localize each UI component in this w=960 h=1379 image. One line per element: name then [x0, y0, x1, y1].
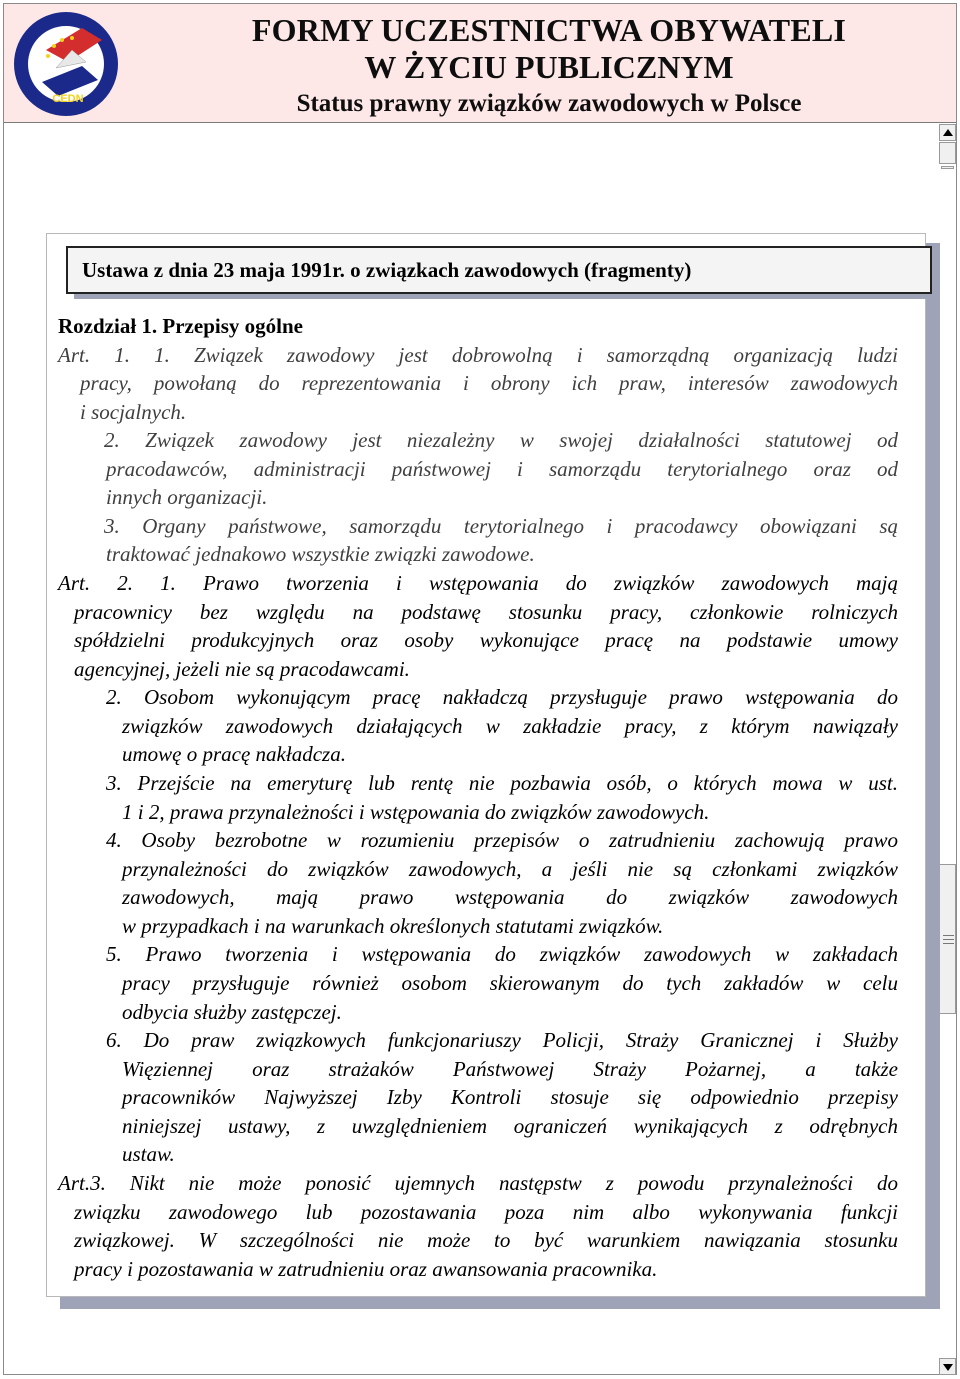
page-title-line2: W ŻYCIU PUBLICZNYM — [364, 49, 734, 85]
text-line: 2. Osobom wykonującym pracę nakładczą przysługuje prawo wstępowania do — [106, 685, 898, 709]
chapter-heading: Rozdział 1. Przepisy ogólne — [58, 314, 303, 338]
scrollbar-marker — [941, 166, 954, 169]
text-line: 1 i 2, prawa przynależności i wstępowania do związków zawodowych. — [122, 800, 710, 824]
text-line: i socjalnych. — [80, 400, 187, 424]
text-line: agencyjnej, jeżeli nie są pracodawcami. — [74, 657, 410, 681]
text-line: 6. Do praw związkowych funkcjonariuszy Policji, Straży Granicznej i Służby — [106, 1028, 898, 1052]
text-line: niniejszej ustawy, z uwzględnieniem ograniczeń wynikających z odrębnych — [122, 1114, 898, 1138]
scroll-up-button[interactable] — [939, 124, 956, 141]
text-line: traktować jednakowo wszystkie związki zawodowe. — [106, 542, 535, 566]
text-line: związkowej. W szczególności nie może to być warunkiem nawiązania stosunku — [74, 1228, 898, 1252]
grip-line — [943, 939, 954, 940]
text-line: 5. Prawo tworzenia i wstępowania do związków zawodowych w zakładach — [106, 942, 898, 966]
text-line: Art. 1. 1. Związek zawodowy jest dobrowolną i samorządną organizacją ludzi — [58, 343, 898, 367]
page-subtitle: Status prawny związków zawodowych w Polsce — [296, 90, 802, 117]
text-line: 4. Osoby bezrobotne w rozumieniu przepisów o zatrudnieniu zachowują prawo — [106, 828, 898, 852]
grip-line — [943, 935, 954, 936]
text-line: zawodowych, mają prawo wstępowania do związków zawodowych — [122, 885, 898, 909]
text-line: pracy, powołaną do reprezentowania i obrony ich praw, interesów zawodowych — [80, 371, 898, 395]
text-line: pracy przysługuje również osobom skierowanym do tych zakładów w celu — [122, 971, 898, 995]
text-line: pracodawców, administracji państwowej i samorządu terytorialnego oraz od — [106, 457, 898, 481]
logo-icon — [12, 10, 120, 118]
text-line: pracowników Najwyższej Izby Kontroli stosuje się odpowiednio przepisy — [122, 1085, 898, 1109]
header-titles — [184, 12, 914, 120]
text-line: związków zawodowych działających w zakładzie pracy, z którym nawiązały — [122, 714, 898, 738]
vertical-scrollbar[interactable] — [939, 124, 956, 1375]
page-header — [4, 4, 956, 123]
text-line: odbycia służby zastępczej. — [122, 1000, 342, 1024]
text-line: umowę o pracę nakładcza. — [122, 742, 346, 766]
text-line: ustaw. — [122, 1142, 175, 1166]
scrollbar-top-segment[interactable] — [939, 142, 956, 164]
page-title-line1: FORMY UCZESTNICTWA OBYWATELI — [251, 12, 847, 48]
chevron-up-icon — [943, 129, 953, 136]
grip-line — [943, 943, 954, 944]
text-line: przynależności do związków zawodowych, a jeśli nie są członkami związków — [122, 857, 898, 881]
text-line: związku zawodowego lub pozostawania poza nim albo wykonywania funkcji — [74, 1200, 898, 1224]
logo-mark: CEDN — [52, 93, 84, 105]
text-line: pracownicy bez względu na podstawę stosunku pracy, członkowie rolniczych — [74, 600, 898, 624]
text-line: spółdzielni produkcyjnych oraz osoby wykonujące pracę na podstawie umowy — [74, 628, 898, 652]
text-line: 2. Związek zawodowy jest niezależny w swojej działalności statutowej od — [104, 428, 898, 452]
text-line: innych organizacji. — [106, 485, 268, 509]
scroll-down-button[interactable] — [939, 1358, 956, 1375]
text-line: pracy i pozostawania w zatrudnieniu oraz awansowania pracownika. — [74, 1257, 658, 1281]
text-line: Więziennej oraz strażaków Państwowej Straży Pożarnej, a także — [122, 1057, 898, 1081]
text-line: 3. Przejście na emeryturę lub rentę nie pozbawia osób, o których mowa w ust. — [106, 771, 898, 795]
text-line: 3. Organy państwowe, samorządu terytorialnego i pracodawcy obowiązani są — [104, 514, 898, 538]
scrollbar-thumb[interactable] — [939, 864, 956, 1014]
text-line: Art.3. Nikt nie może ponosić ujemnych następstw z powodu przynależności do — [58, 1171, 898, 1195]
text-line: Art. 2. 1. Prawo tworzenia i wstępowania do związków zawodowych mają — [58, 571, 898, 595]
text-line: w przypadkach i na warunkach określonych statutami związków. — [122, 914, 664, 938]
document-title: Ustawa z dnia 23 maja 1991r. o związkach zawodowych (fragmenty) — [66, 246, 932, 294]
chevron-down-icon — [943, 1364, 953, 1371]
